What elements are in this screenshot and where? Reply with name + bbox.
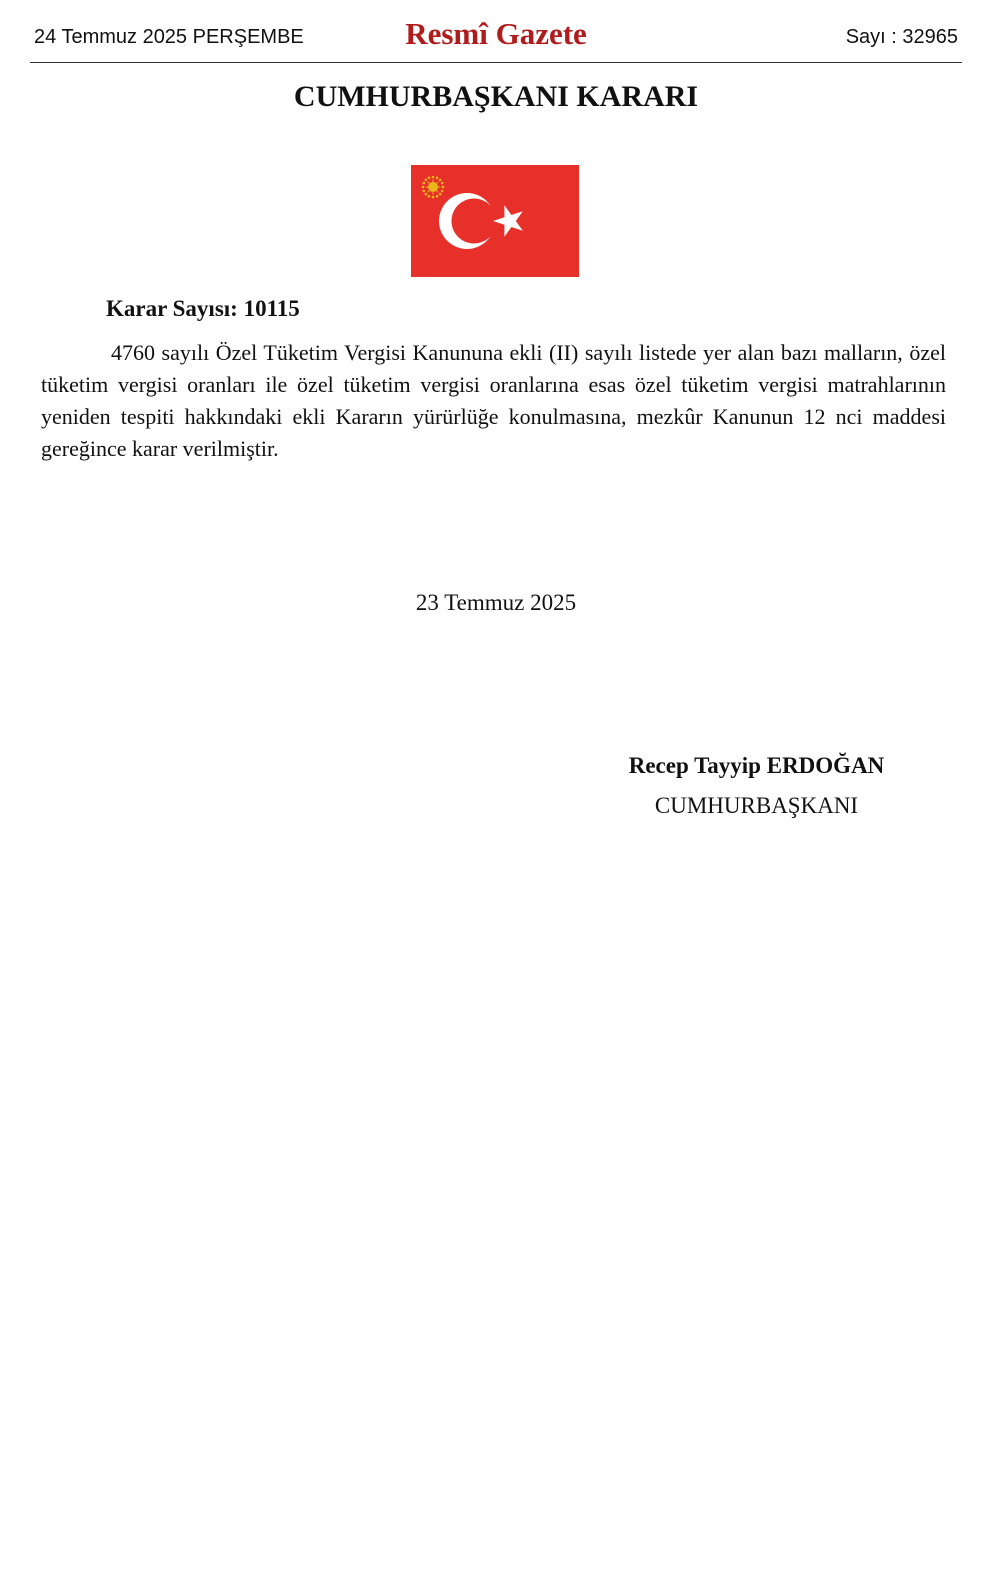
signer-title: CUMHURBAŞKANI: [654, 793, 859, 818]
issue-number: Sayı : 32965: [845, 26, 958, 48]
decision-number: Karar Sayısı: 10115: [106, 296, 300, 321]
document-title: CUMHURBAŞKANI KARARI: [293, 80, 699, 113]
presidential-flag-icon: [411, 165, 579, 277]
decision-body-text: 4760 sayılı Özel Tüketim Vergisi Kanununa ekli (II) sayılı listede yer alan bazı malların, özel tüketim vergisi oranları ile özel tüketim vergisi oranlarına esas özel tüketim vergisi matrahlarının yeniden tespiti hakkındaki ekli Kararın yürürlüğe konulmasına, mezkûr Kanunun 12 nci maddesi gereğince karar verilmiştir.: [41, 340, 946, 461]
signature-block: [600, 746, 913, 826]
gazette-header: [30, 0, 962, 63]
issue-date: 24 Temmuz 2025 PERŞEMBE: [34, 26, 304, 48]
decision-date: 23 Temmuz 2025: [415, 590, 577, 615]
gazette-title: Resmî Gazete: [405, 16, 587, 51]
signer-name: Recep Tayyip ERDOĞAN: [628, 753, 885, 778]
